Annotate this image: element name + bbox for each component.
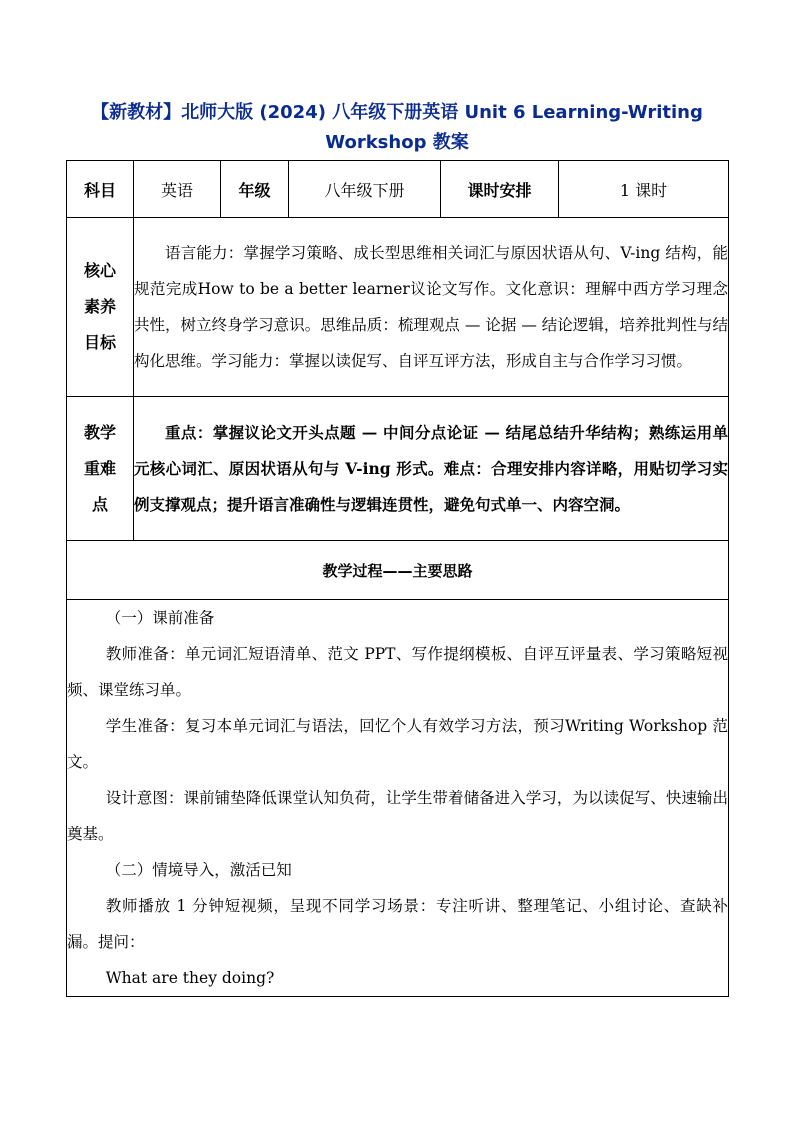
key-points-label-line: 教学 — [83, 422, 116, 442]
process-title-row — [67, 541, 729, 600]
goals-label — [67, 218, 134, 397]
goals-label-line: 目标 — [83, 333, 116, 352]
lesson-plan-table — [66, 160, 729, 997]
process-paragraph: 教师播放 1 分钟短视频，呈现不同学习场景：专注听讲、整理笔记、小组讨论、查缺补漏。提问： — [67, 897, 728, 951]
key-points-row — [67, 397, 729, 541]
header-row — [67, 161, 729, 218]
process-paragraph: （二）情境导入，激活已知 — [105, 861, 292, 879]
grade-value: 八年级下册 — [289, 161, 441, 218]
process-paragraph: What are they doing? — [105, 969, 275, 987]
subject-value: 英语 — [134, 161, 221, 218]
subject-label: 科目 — [67, 161, 134, 218]
key-points-label-line: 点 — [91, 494, 108, 514]
process-body-row — [67, 600, 729, 997]
hours-label: 课时安排 — [441, 161, 559, 218]
process-title: 教学过程——主要思路 — [67, 541, 729, 600]
goals-text: 语言能力：掌握学习策略、成长型思维相关词汇与原因状语从句、V-ing 结构，能规范完成How to be a better learner议论文写作。文化意识：理解中西方学习理念共性，树立终身学习意识。思维品质：梳理观点 — 论据 — 结论逻辑，培养批判性与结构化思维。学习能力：掌握以读促写、自评互评方法，形成自主与合作学习习惯。 — [134, 218, 729, 397]
key-points-text: 重点：掌握议论文开头点题 — 中间分点论证 — 结尾总结升华结构；熟练运用单元核心词汇、原因状语从句与 V-ing 形式。难点：合理安排内容详略，用贴切学习实例支撑观点；提升语言准确性与逻辑连贯性，避免句式单一、内容空洞。 — [134, 397, 729, 541]
process-body — [67, 600, 729, 997]
goals-row — [67, 218, 729, 397]
key-points-label-line: 重难 — [83, 458, 116, 478]
hours-value: 1 课时 — [559, 161, 729, 218]
goals-label-line: 核心 — [83, 261, 116, 280]
process-paragraph: 设计意图：课前铺垫降低课堂认知负荷，让学生带着储备进入学习，为以读促写、快速输出奠基。 — [67, 789, 728, 843]
process-paragraph: 学生准备：复习本单元词汇与语法，回忆个人有效学习方法，预习Writing Workshop 范文。 — [67, 717, 728, 771]
process-paragraph: 教师准备：单元词汇短语清单、范文 PPT、写作提纲模板、自评互评量表、学习策略短视频、课堂练习单。 — [67, 645, 728, 699]
page-title: 【新教材】北师大版 (2024) 八年级下册英语 Unit 6 Learning-Writing Workshop 教案 — [91, 102, 703, 153]
grade-label: 年级 — [221, 161, 289, 218]
key-points-label — [67, 397, 134, 541]
goals-label-line: 素养 — [83, 297, 116, 316]
process-paragraph: （一）课前准备 — [105, 609, 215, 627]
